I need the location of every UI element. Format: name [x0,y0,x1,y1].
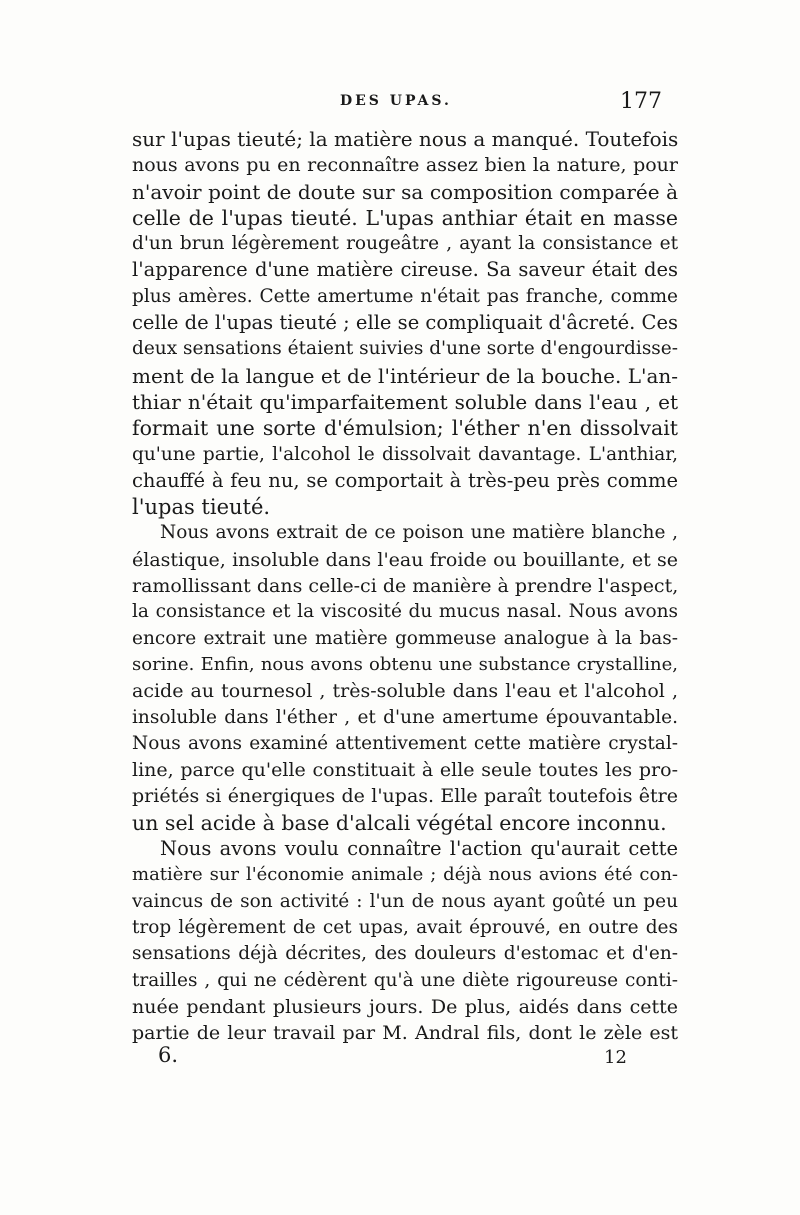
text-line: nous avons pu en reconnaître assez bien la nature, pour [132,154,678,177]
text-line: la consistance et la viscosité du mucus nasal. Nous avons [132,601,678,623]
text-line: celle de l'upas tieuté ; elle se compliquait d'âcreté. Ces [132,311,678,335]
running-title: DES UPAS. [340,93,452,109]
text-line: un sel acide à base d'alcali végétal encore inconnu. [132,810,667,835]
text-line: Nous avons examiné attentivement cette matière crystal- [132,732,678,754]
text-line: celle de l'upas tieuté. L'upas anthiar était en masse [132,205,678,230]
running-head [0,89,800,123]
text-line: n'avoir point de doute sur sa composition comparée à [132,179,678,204]
text-line: plus amères. Cette amertume n'était pas franche, comme [132,285,678,307]
text-line: encore extrait une matière gommeuse analogue à la bas- [132,627,678,649]
page-footer [0,1043,800,1073]
paragraph-3 [132,836,678,1046]
signature-mark: 6. [158,1043,179,1067]
text-line: chauffé à feu nu, se comportait à très-peu près comme [132,468,678,492]
text-line: Nous avons voulu connaître l'action qu'aurait cette [160,837,678,861]
text-line: priétés si énergiques de l'upas. Elle paraît toutefois être [132,785,678,808]
text-line: formait une sorte d'émulsion; l'éther n'en dissolvait [132,416,678,441]
text-line: vaincus de son activité : l'un de nous ayant goûté un peu [132,890,678,912]
text-line: trailles , qui ne cédèrent qu'à une diète rigoureuse conti- [132,969,678,991]
text-line: l'apparence d'une matière cireuse. Sa saveur était des [132,258,678,282]
text-block [132,126,678,1046]
text-line: Nous avons extrait de ce poison une matière blanche , [160,522,678,544]
text-line: ment de la langue et de l'intérieur de la bouche. L'an- [132,363,678,388]
text-line: nuée pendant plusieurs jours. De plus, aidés dans cette [132,995,678,1018]
text-line: thiar n'était qu'imparfaitement soluble dans l'eau , et [132,389,678,414]
text-line: sensations déjà décrites, des douleurs d'estomac et d'en- [132,943,678,965]
text-line: ramollissant dans celle-ci de manière à prendre l'aspect, [132,575,678,598]
text-line: d'un brun légèrement rougeâtre , ayant la consistance et [132,233,678,255]
text-line: sur l'upas tieuté; la matière nous a manqué. Toutefois [132,127,678,151]
text-line: partie de leur travail par M. Andral fils, dont le zèle est [132,1022,678,1045]
text-line: élastique, insoluble dans l'eau froide ou bouillante, et se [132,548,678,571]
text-line: matière sur l'économie animale ; déjà nous avions été con- [132,864,678,886]
text-line: insoluble dans l'éther , et d'une amertume épouvantable. [132,706,678,728]
text-line: trop légèrement de cet upas, avait éprouvé, en outre des [132,916,678,938]
paragraph-1 [132,126,678,520]
text-line: line, parce qu'elle constituait à elle seule toutes les pro- [132,759,678,782]
page-number: 177 [620,89,662,114]
text-line: deux sensations étaient suivies d'une sorte d'engourdisse- [132,338,678,360]
text-line: l'upas tieuté. [132,495,271,520]
text-line: acide au tournesol , très-soluble dans l'eau et l'alcohol , [132,680,678,703]
sheet-number: 12 [604,1047,627,1068]
text-line: sorine. Enfin, nous avons obtenu une substance crystalline, [132,653,678,675]
paragraph-2 [132,520,678,836]
text-line: qu'une partie, l'alcohol le dissolvait davantage. L'anthiar, [132,443,678,465]
